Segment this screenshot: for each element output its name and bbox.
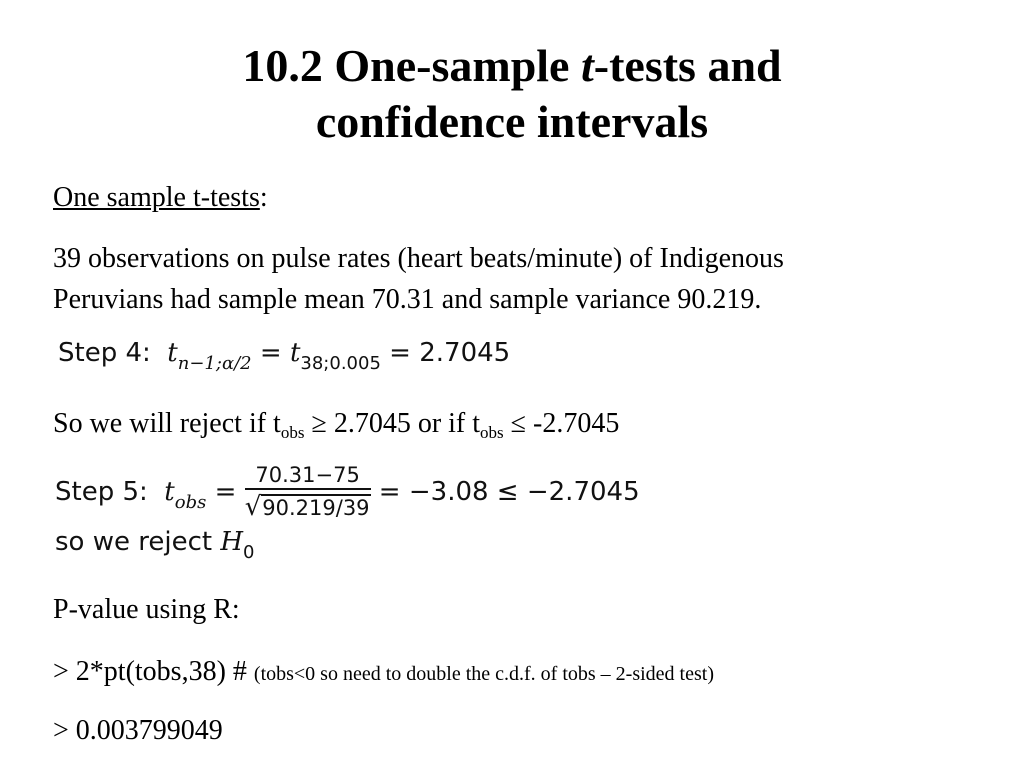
section-heading-colon: : [259, 182, 268, 213]
title-italic-t: t [580, 40, 594, 91]
step-4-t: t [167, 338, 178, 368]
sqrt-radicand: 90.219/39 [262, 496, 370, 520]
step-5-equation [55, 463, 640, 522]
step-4-t2: t [289, 338, 301, 368]
pvalue-heading: P-value using R: [53, 594, 240, 625]
title-text-2: -tests and [593, 40, 782, 91]
title-text-1: 10.2 One-sample [242, 40, 581, 91]
hypothesis-subscript: 0 [243, 542, 255, 563]
paragraph-line-1: 39 observations on pulse rates (heart beats/minute) of Indigenous [53, 243, 784, 274]
reject-rule [53, 407, 619, 441]
paragraph-line-2: Peruvians had sample mean 70.31 and sample variance 90.219. [53, 284, 762, 315]
reject-rule-sub-1: obs [280, 423, 305, 442]
r-comment: (tobs<0 so need to double the c.d.f. of tobs – 2-sided test) [253, 663, 714, 685]
reject-rule-sub-2: obs [480, 423, 504, 442]
section-heading [53, 181, 268, 215]
step-5-label: Step 5: [55, 477, 148, 507]
section-heading-text: One sample t-tests [53, 182, 260, 213]
step-4-equals-1: = [251, 338, 290, 368]
title-line-2: confidence intervals [315, 96, 709, 147]
r-command: > 2*pt(tobs,38) # [53, 656, 254, 687]
reject-rule-text-1: So we will reject if t [53, 408, 281, 439]
title-line-1 [0, 38, 1024, 94]
step-5-conclusion [55, 527, 255, 563]
step-5-t: t [164, 477, 175, 507]
step-4-result: = 2.7045 [380, 338, 511, 368]
sqrt-symbol: √ [244, 492, 262, 522]
fraction-numerator: 70.31−75 [245, 463, 371, 490]
step-5-subscript: obs [174, 492, 207, 513]
step-5-equals: = [206, 477, 245, 507]
step-5-result: = −3.08 ≤ −2.7045 [370, 477, 640, 507]
step-4-equation [58, 338, 511, 374]
r-command-line [53, 655, 714, 691]
step-4-subscript-2: 38;0.005 [300, 353, 381, 374]
conclusion-text: so we reject [55, 527, 221, 557]
hypothesis-h: H [220, 527, 244, 557]
step-5-fraction [245, 463, 371, 522]
step-4-subscript-1: n−1;α/2 [177, 353, 252, 374]
step-4-label: Step 4: [58, 338, 151, 368]
reject-rule-text-2: ≥ 2.7045 or if t [304, 408, 481, 439]
slide-title [0, 38, 1024, 150]
r-output: > 0.003799049 [53, 715, 223, 746]
reject-rule-text-3: ≤ -2.7045 [503, 408, 620, 439]
fraction-denominator [245, 490, 371, 522]
